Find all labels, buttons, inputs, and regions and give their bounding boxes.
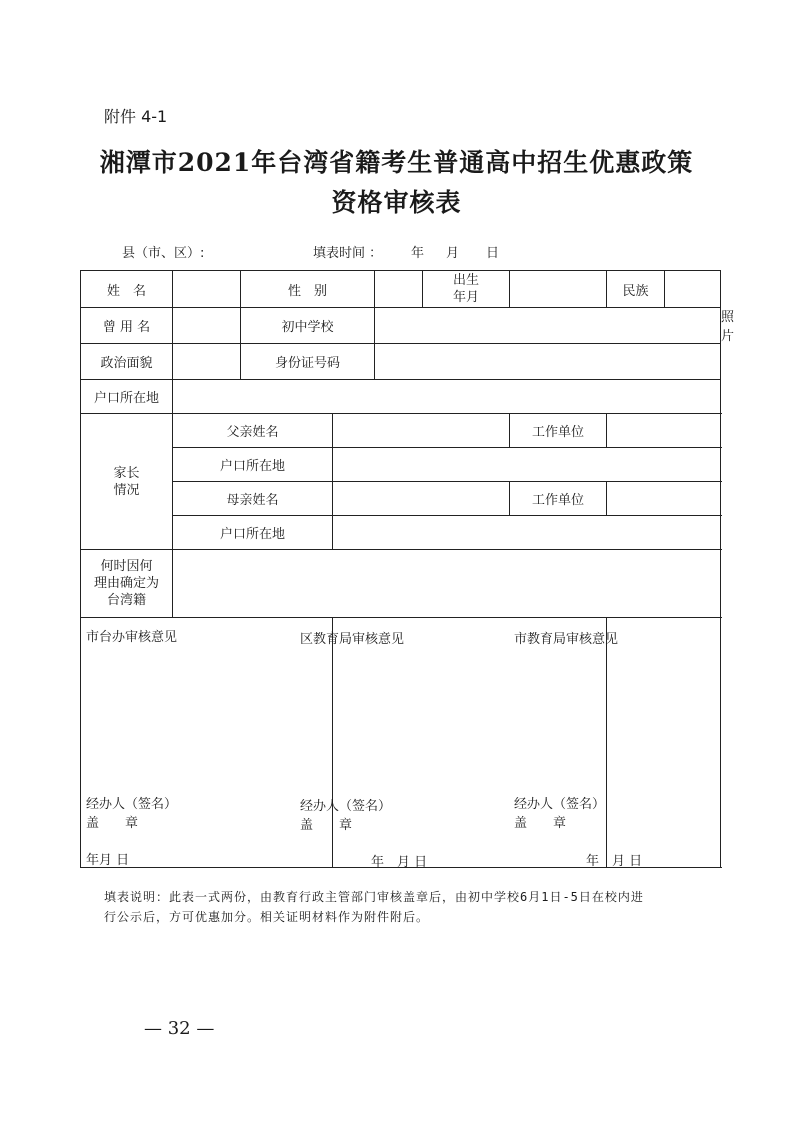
father-name-label: 父亲姓名	[173, 414, 333, 448]
name-label: 姓 名	[81, 271, 173, 308]
junior-school-field[interactable]	[375, 308, 721, 344]
handler-label-2: 经办人（签名）	[300, 799, 392, 814]
review-title-2: 区教育局审核意见	[300, 632, 405, 647]
review-title-3: 市教育局审核意见	[514, 632, 619, 647]
fill-month: 月	[446, 246, 460, 261]
father-employer-label: 工作单位	[510, 414, 607, 448]
reason-field[interactable]	[173, 550, 721, 618]
date-label-1: 年月 日	[86, 853, 130, 868]
page-title: 湘潭市2021年台湾省籍考生普通高中招生优惠政策	[99, 148, 694, 177]
reason-label: 何时因何 理由确定为 台湾籍	[81, 550, 173, 618]
attachment-label: 附件 4-1	[104, 107, 168, 126]
qualification-form: 姓 名 性 别 出生 年月 民族 照片 曾 用 名 初中学校 政治面貌 身份证号码 户口所在地 家长 情况 父亲姓名 工作单位 户口所在地 母亲姓名 工作单位 户口所在地 何时因何 理由确定为 台湾籍	[80, 270, 721, 868]
gender-field[interactable]	[375, 271, 423, 308]
seal-label-3: 盖 章	[514, 816, 567, 831]
county-label: 县（市、区）:	[122, 246, 205, 261]
date-label-3: 年 月 日	[586, 854, 643, 869]
ethnicity-label: 民族	[607, 271, 665, 308]
ethnicity-field[interactable]	[665, 271, 721, 308]
father-employer-field[interactable]	[607, 414, 721, 448]
parents-label: 家长 情况	[81, 414, 173, 550]
fill-year: 年	[411, 246, 425, 261]
mother-hukou-label: 户口所在地	[173, 516, 333, 550]
hukou-label: 户口所在地	[81, 380, 173, 414]
mother-employer-field[interactable]	[607, 482, 721, 516]
gender-label: 性 别	[241, 271, 375, 308]
handler-label-3: 经办人（签名）	[514, 797, 606, 812]
page-subtitle: 资格审核表	[331, 188, 462, 217]
mother-employer-label: 工作单位	[510, 482, 607, 516]
id-number-label: 身份证号码	[241, 344, 375, 380]
name-field[interactable]	[173, 271, 241, 308]
father-hukou-field[interactable]	[333, 448, 721, 482]
fill-instructions-line2: 行公示后，方可优惠加分。相关证明材料作为附件附后。	[104, 910, 430, 924]
father-hukou-label: 户口所在地	[173, 448, 333, 482]
mother-name-field[interactable]	[333, 482, 510, 516]
handler-label-1: 经办人（签名）	[86, 797, 178, 812]
hukou-field[interactable]	[173, 380, 721, 414]
review-title-1: 市台办审核意见	[86, 630, 178, 645]
former-name-label: 曾 用 名	[81, 308, 173, 344]
mother-hukou-field[interactable]	[333, 516, 721, 550]
junior-school-label: 初中学校	[241, 308, 375, 344]
political-field[interactable]	[173, 344, 241, 380]
mother-name-label: 母亲姓名	[173, 482, 333, 516]
political-label: 政治面貌	[81, 344, 173, 380]
seal-label-2: 盖 章	[300, 818, 353, 833]
birth-label: 出生 年月	[423, 271, 510, 308]
fill-day: 日	[486, 246, 500, 261]
former-name-field[interactable]	[173, 308, 241, 344]
seal-label-1: 盖 章	[86, 816, 139, 831]
date-label-2: 年 月 日	[371, 855, 428, 870]
father-name-field[interactable]	[333, 414, 510, 448]
id-number-field[interactable]	[375, 344, 721, 380]
birth-field[interactable]	[510, 271, 607, 308]
page-number: — 32 —	[144, 1018, 215, 1039]
fill-instructions-line1: 填表说明：此表一式两份，由教育行政主管部门审核盖章后，由初中学校6月1日-5日在校内进	[104, 890, 644, 904]
review-box-city-education[interactable]	[607, 618, 721, 868]
fill-time-label: 填表时间 ：	[313, 246, 383, 261]
fill-instructions	[104, 887, 724, 927]
